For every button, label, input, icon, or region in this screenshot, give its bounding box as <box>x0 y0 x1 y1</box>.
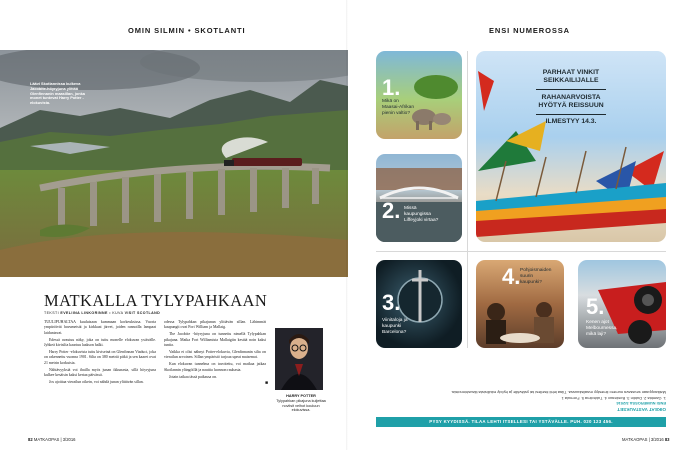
paragraph: TUULIPUHALTAA kuuluisaan kummaan korkeuksissa. Vuoria ympäröivät havumetsät ja kirkkaat järvet, joiden rannoilla lampaat laiduntavat. <box>44 320 156 335</box>
byline-photo-label: KUVA <box>112 311 124 315</box>
promo-line-5: ILMESTYY 14.3. <box>545 118 597 126</box>
body-column-2 <box>164 320 268 387</box>
quiz-tile-4 <box>476 260 564 348</box>
portrait-caption-text: Tylypahkan pikajuna kuljettaa noviisit velhot kouluun elokuvissa. <box>276 398 326 413</box>
byline-text-label: TEKSTI <box>44 311 59 315</box>
promo-tile <box>476 51 666 242</box>
tile-2-number: 2. <box>382 198 401 223</box>
tile-1-number: 1. <box>382 75 401 100</box>
right-section-header: ENSI NUMEROSSA <box>489 26 570 35</box>
promo-line-3: RAHANARVOISTA <box>541 93 601 101</box>
grid-divider <box>376 251 666 252</box>
spine-gutter <box>346 0 348 450</box>
promo-line-2: SEIKKAILIJALLE <box>543 77 599 84</box>
paragraph: Jotain taikaa tässä paikassa on. <box>169 374 218 379</box>
byline: TEKSTI EVELIINA LINKORINNE • KUVA VISIT SCOTLAND <box>44 311 161 315</box>
answers-title: OIKEAT VASTAUKSET <box>617 407 666 412</box>
subscription-banner[interactable]: PYSY KYYDISSÄ. TILAA LEHTI ITSELLESI TAI YSTÄVÄLLE. PUH. 020 123 456. <box>376 417 666 427</box>
promo-line-4: HYÖTYÄ REISSUUN <box>538 101 604 109</box>
quiz-tile-2 <box>376 154 462 242</box>
tile-4-question: Pohjoismaiden suurin kaupunki? <box>520 268 552 285</box>
right-footer-magazine: MATKAOPAS | 3/2016 <box>622 437 664 442</box>
paragraph: Vaikka ei olisi nähnyt Potter-elokuvia, Glenfinnanin silta on vierailun arvoinen. Sillan ympäristö tarjoaa upeat maisemat. <box>164 350 266 360</box>
answers-note: Matkaoppaan seuraava numero ilmestyy maaliskuussa. Tilaa lehti itsellesi tai ystävälle ja hyödy edullisista tilaushinnoista. <box>451 390 666 396</box>
grid-divider <box>467 51 468 348</box>
portrait-caption <box>275 394 327 413</box>
promo-divider <box>536 114 606 115</box>
tile-5-number: 5. <box>586 294 605 319</box>
left-footer <box>28 437 76 442</box>
paragraph: Edessä avautuu näky, joka on tuttu monelle elokuvan ystävälle. Jyhkeä kivisilta kaartuu laakson halki. <box>44 337 156 348</box>
tile-3-number: 3. <box>382 290 401 315</box>
body-column-1 <box>44 320 156 387</box>
promo-line-1: PARHAAT VINKIT <box>542 69 600 76</box>
tile-3-question: Viinitaloja ja kaupunki Barcelona? <box>382 318 408 335</box>
tile-1-question: Mikä on Maasai-Afrikan pienin valtio? <box>382 99 414 116</box>
tile-2-question: Missä kaupungissa Liffeyjoki virtaa? <box>404 206 439 223</box>
tile-5-question: Kenen ajot Melbournessa, mikä laji? <box>586 320 618 337</box>
photo-caption: Läävi Skotlannissa kulkeva Jacobite-höyryjuna ylittää Glenfinnanin maasillan, jonka monet tuntevat Harry Potter -elokuvista. <box>30 81 85 106</box>
paragraph: Kun elokuvan tunnelma on tavoitettu, voi matkaa jatkaa Skotlannin ylängöillä ja nauttia luonnon rauhasta. <box>164 362 266 372</box>
paragraph: Harry Potter -elokuvista tuttu kiviseinä on Glenfinnan Viaduct, joka on rakennettu vuonna 1901. Silta on 380 metriä pitkä ja sen kaaret ovat 21 metrin korkuisia. <box>44 350 156 365</box>
article-title: MATKALLA TYLYPAHKAAN <box>44 291 268 310</box>
left-page-number: 82 <box>28 437 33 442</box>
right-page-number: 83 <box>664 437 670 442</box>
end-mark-icon: ■ <box>264 381 268 387</box>
promo-text <box>476 69 666 126</box>
quiz-tile-3 <box>376 260 462 348</box>
quiz-tile-1 <box>376 51 462 139</box>
byline-author: EVELIINA LINKORINNE <box>60 311 108 315</box>
left-section-header: OMIN SILMIN • SKOTLANTI <box>128 26 246 35</box>
right-footer <box>622 437 670 442</box>
paragraph: The Jacobite -höyryjuna on tunnettu nimellä Tylypahkan pikajuna. Matka Fort Williamista Mallaigiin kestää noin kaksi tuntia. <box>164 332 266 348</box>
promo-divider <box>536 89 606 90</box>
tile-4-number: 4. <box>502 264 521 289</box>
quiz-tile-5 <box>578 260 666 348</box>
portrait-caption-title: HARRY POTTER <box>286 394 316 398</box>
answers-block <box>376 352 666 412</box>
paragraph: Nähtävyyksiä voi ihailla myös junan ikkunasta, sillä höyryjuna kulkee kesäisin kaksi kertaa päivässä. <box>44 367 156 378</box>
left-footer-magazine: MATKAOPAS | 3/2016 <box>33 437 76 442</box>
paragraph: odessa Tylypahkan pikajunan ylittävän sillan. Lähimmät kaupungit ovat Fort William ja Mallaig. <box>164 320 266 330</box>
paragraph: Jos ajoittaa vierailun oikein, voi nähdä junan ylittävän sillan. <box>49 380 144 385</box>
portrait-illustration <box>275 328 323 390</box>
answers-line: 1. Gambia 2. Dublin 3. Bordeaux 4. Tukholma 5. Formula 1 <box>561 395 666 401</box>
harry-potter-portrait <box>275 328 323 390</box>
answers-subtitle: ENSI NUMEROSSA 3/2016 <box>616 401 666 407</box>
byline-photographer: VISIT SCOTLAND <box>124 311 161 315</box>
